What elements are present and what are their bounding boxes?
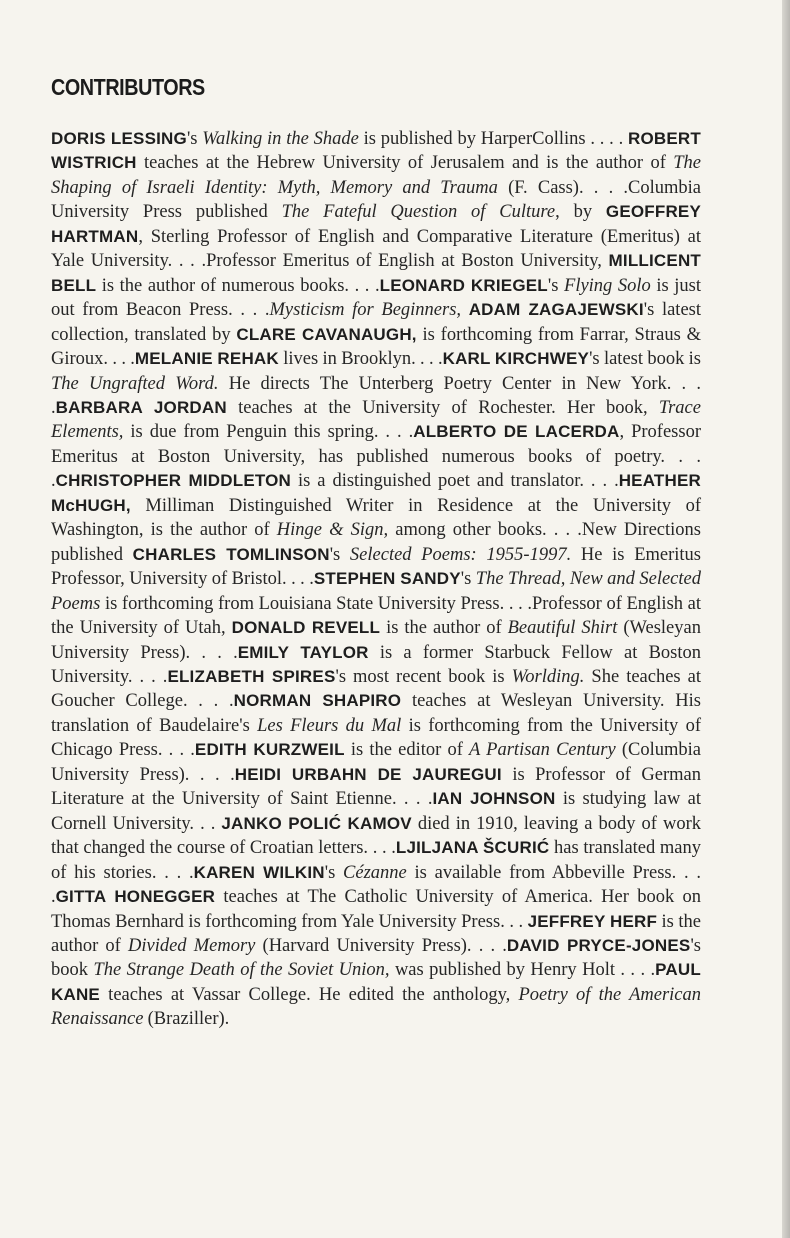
work-title: The Fateful Question of Culture: [281, 202, 556, 223]
contributor-name: EDITH KURZWEIL: [194, 740, 345, 760]
text-run: is Professor of German Literature at the University of Saint Etienne. . . .: [51, 764, 702, 810]
text-run: He is Emeritus Professor, University of Bristol. . . .: [51, 544, 701, 590]
text-run: among other books. . . .New Directions published: [51, 520, 701, 565]
text-run: is available from Abbeville Press. . . .: [51, 862, 701, 908]
text-run: teaches at the University of Rochester. Her book,: [226, 397, 659, 418]
text-run: is the author of numerous books. . . .: [96, 275, 380, 296]
text-run: [461, 300, 469, 320]
work-title: The Ungrafted Word.: [51, 373, 219, 394]
text-run: 's: [329, 544, 350, 565]
text-run: (Columbia University Press). . . .: [51, 740, 701, 785]
page-edge: [782, 0, 790, 1238]
text-run: lives in Brooklyn. . . .: [278, 349, 443, 370]
text-run: , Professor Emeritus at Boston University, has published numerous books of poetry. . . .: [51, 422, 701, 492]
contributor-name: ADAM ZAGAJEWSKI: [468, 300, 644, 320]
contributor-name: GEOFFREY HARTMAN: [51, 202, 702, 246]
work-title: Hinge & Sign,: [276, 520, 389, 541]
text-run: 's latest collection, translated by: [51, 300, 702, 345]
work-title: Mysticism for Beginners,: [269, 300, 462, 321]
text-run: , Sterling Professor of English and Comparative Literature (Emeritus) at Yale University. . . .Professor Emeritus of English at Boston University,: [51, 226, 701, 272]
contributor-name: KARL KIRCHWEY: [442, 349, 590, 369]
contributor-name: JANKO POLIĆ KAMOV: [221, 813, 412, 833]
contributor-name: BARBARA JORDAN: [55, 397, 227, 417]
text-run: 's: [460, 569, 476, 590]
text-run: 's: [324, 862, 344, 883]
work-title: Les Fleurs du Mal: [257, 715, 402, 736]
text-run: , by: [555, 202, 606, 223]
contributors-paragraph: [51, 127, 701, 1032]
text-run: Milliman Distinguished Writer in Residence at the University of Washington, is the author of: [51, 495, 701, 541]
text-run: He directs The Unterberg Poetry Center in New York. . . .: [51, 373, 702, 418]
work-title: Cézanne: [343, 862, 407, 883]
text-run: (Braziller).: [143, 1009, 230, 1030]
work-title: Divided Memory: [128, 935, 256, 956]
text-run: is a former Starbuck Fellow at Boston University. . . .: [51, 642, 702, 687]
work-title: The Strange Death of the Soviet Union,: [93, 960, 390, 981]
contributor-name: MILLICENT BELL: [51, 251, 701, 295]
contributor-name: LEONARD KRIEGEL: [379, 275, 548, 295]
text-run: is published by HarperCollins . . . .: [358, 129, 629, 149]
text-run: teaches at the Hebrew University of Jerusalem and is the author of: [136, 153, 674, 174]
contributor-name: CLARE CAVANAUGH,: [236, 324, 417, 344]
text-run: teaches at Vassar College. He edited the anthology,: [99, 984, 519, 1005]
contributor-name: MELANIE REHAK: [134, 349, 279, 369]
text-run: is forthcoming from Louisiana State University Press. . . .Professor of English at the University of Utah,: [51, 593, 701, 639]
work-title: The Thread, New and Selected Poems: [51, 569, 701, 614]
text-run: (Wesleyan University Press). . . .: [51, 618, 701, 663]
contributor-name: CHRISTOPHER MIDDLETON: [55, 471, 292, 491]
work-title: Beautiful Shirt: [507, 618, 618, 639]
work-title: Poetry of the American Renaissance: [51, 984, 701, 1030]
contributor-name: HEATHER McHUGH,: [51, 471, 702, 515]
text-run: was published by Henry Holt . . . .: [389, 960, 656, 981]
text-run: is a distinguished poet and translator. . . .: [291, 471, 619, 492]
contributor-name: ROBERT WISTRICH: [51, 129, 701, 173]
work-title: Trace Elements,: [51, 397, 701, 443]
text-run: is the author of: [380, 618, 508, 639]
text-run: teaches at Wesleyan University. His translation of Baudelaire's: [51, 691, 701, 736]
contributor-name: PAUL KANE: [51, 960, 701, 1004]
text-run: is just out from Beacon Press. . . .: [51, 275, 701, 321]
text-run: is due from Penguin this spring. . . .: [123, 422, 414, 443]
contributor-name: DORIS LESSING: [51, 129, 187, 148]
text-run: is forthcoming from Farrar, Straus & Giroux. . . .: [51, 324, 701, 370]
text-run: 's: [547, 275, 565, 296]
text-run: 's most recent book is: [335, 666, 512, 687]
page-title: CONTRIBUTORS: [51, 74, 205, 100]
contributor-name: NORMAN SHAPIRO: [233, 691, 402, 711]
text-run: teaches at The Catholic University of America. Her book on Thomas Bernhard is forthcoming from Yale University Press. . .: [51, 887, 701, 932]
contributor-name: EMILY TAYLOR: [237, 642, 369, 662]
work-title: Flying Solo: [564, 275, 651, 296]
contributor-name: DAVID PRYCE-JONES: [506, 935, 691, 955]
text-run: is studying law at Cornell University. . .: [51, 789, 701, 834]
work-title: Selected Poems: 1955-1997.: [349, 544, 572, 565]
contributor-name: HEIDI URBAHN DE JAUREGUI: [234, 764, 502, 784]
text-run: is forthcoming from the University of Chicago Press. . . .: [51, 715, 701, 761]
contributor-name: KAREN WILKIN: [193, 862, 325, 882]
contributor-name: IAN JOHNSON: [432, 789, 556, 809]
text-run: is the editor of: [344, 740, 470, 761]
contributor-name: STEPHEN SANDY: [313, 569, 461, 589]
text-run: 's: [186, 129, 203, 149]
text-run: 's book: [51, 935, 701, 981]
text-run: (F. Cass). . . .Columbia University Press published: [51, 177, 701, 223]
contributor-name: GITTA HONEGGER: [55, 887, 216, 907]
text-run: (Harvard University Press). . . .: [255, 935, 507, 956]
work-title: Worlding.: [511, 666, 585, 687]
contributor-name: CHARLES TOMLINSON: [132, 544, 330, 564]
contributor-name: ALBERTO DE LACERDA: [413, 422, 620, 442]
text-run: 's latest book is: [589, 349, 701, 370]
text-run: died in 1910, leaving a body of work that changed the course of Croatian letters. . . .: [51, 813, 701, 859]
contributor-name: ELIZABETH SPIRES: [167, 666, 336, 686]
contributor-name: LJILJANA ŠCURIĆ: [395, 838, 550, 858]
work-title: A Partisan Century: [469, 740, 616, 761]
contributor-name: DONALD REVELL: [231, 618, 381, 638]
work-title: Walking in the Shade: [202, 129, 359, 149]
text-run: She teaches at Goucher College. . . .: [51, 666, 701, 712]
work-title: The Shaping of Israeli Identity: Myth, Memory and Trauma: [51, 153, 701, 198]
text-run: is the author of: [51, 911, 701, 956]
text-run: has translated many of his stories. . . .: [51, 838, 701, 883]
contributor-name: JEFFREY HERF: [527, 911, 658, 931]
